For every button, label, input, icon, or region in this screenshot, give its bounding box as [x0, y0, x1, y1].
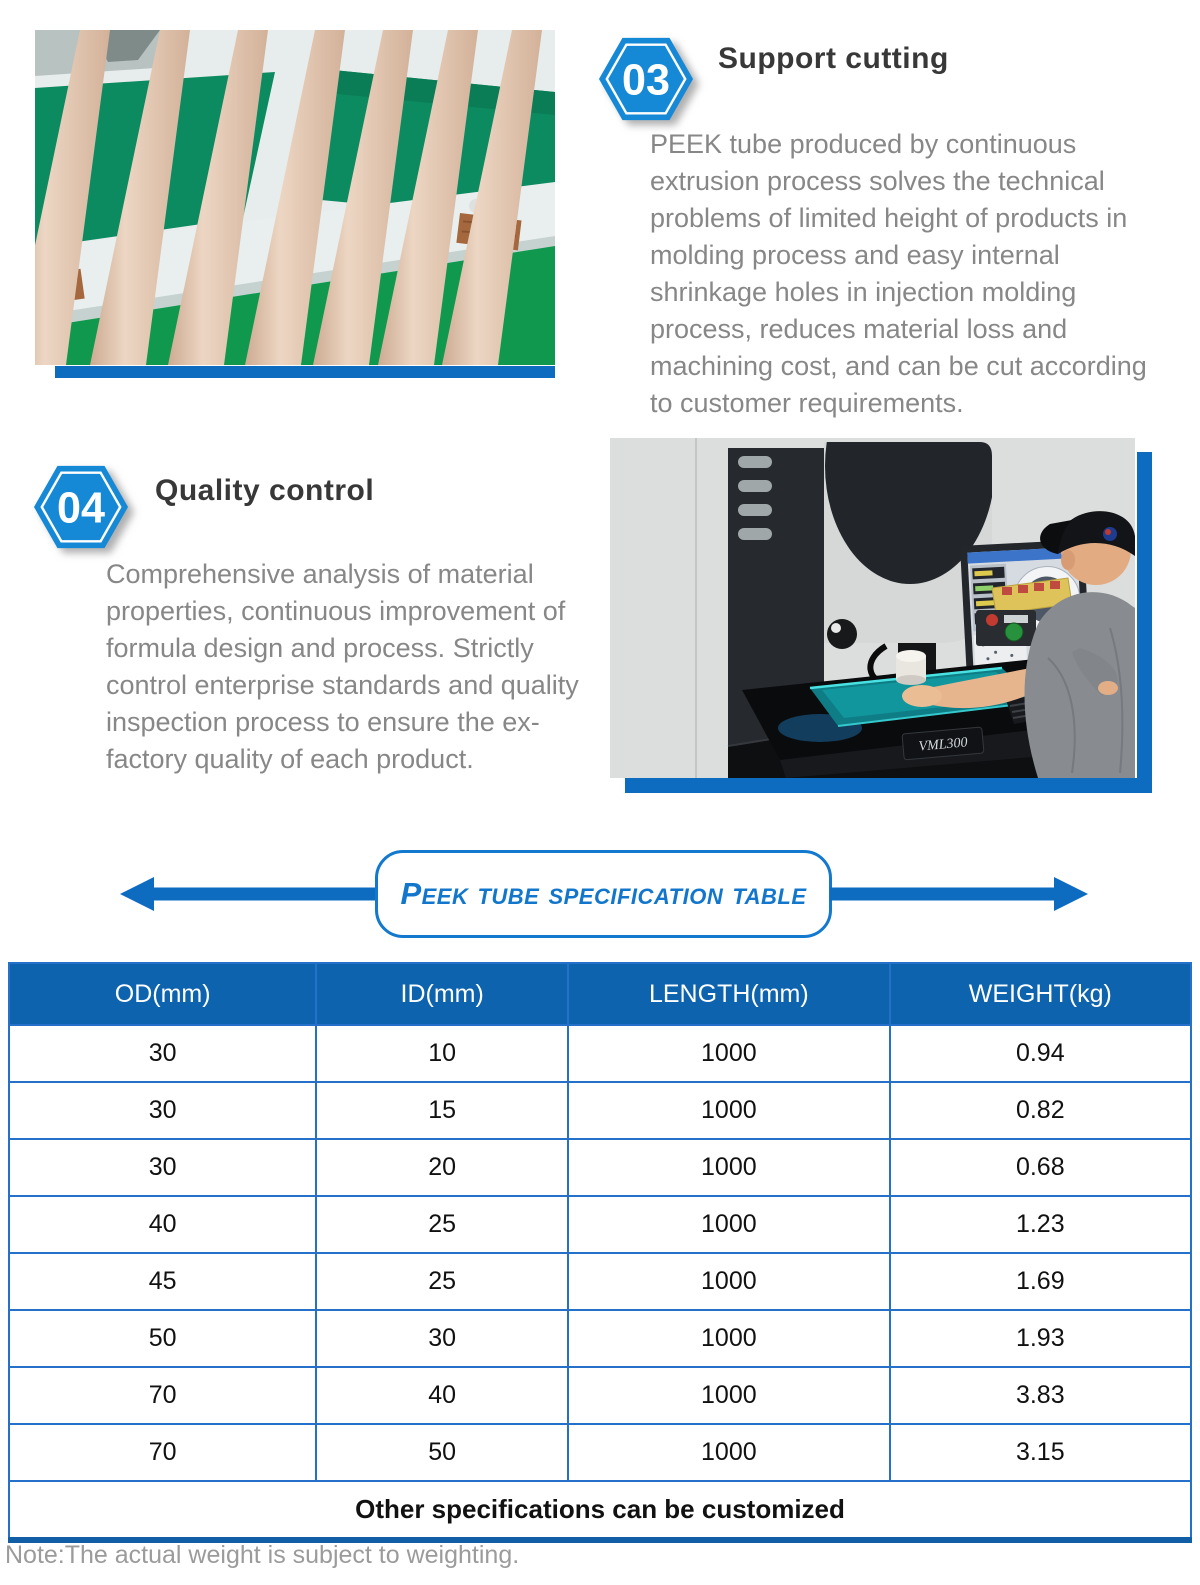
spec-row: [9, 1025, 1191, 1082]
spec-cell: 30: [9, 1082, 316, 1139]
spec-cell: 0.68: [890, 1139, 1191, 1196]
spec-cell: 1000: [568, 1139, 890, 1196]
spec-header-row: [9, 963, 1191, 1025]
spec-table: [8, 962, 1192, 1543]
spec-row: [9, 1424, 1191, 1481]
weight-note: Note:The actual weight is subject to weighting.: [5, 1541, 520, 1569]
spec-cell: 1.23: [890, 1196, 1191, 1253]
blue-accent-bar-qc-bottom: [625, 778, 1152, 793]
spec-cell: 1000: [568, 1424, 890, 1481]
spec-cell: 50: [316, 1424, 568, 1481]
spec-cell: 1000: [568, 1196, 890, 1253]
col-header-weight: WEIGHT(kg): [890, 963, 1191, 1025]
col-header-od: OD(mm): [9, 963, 316, 1025]
machine-label: VML300: [918, 735, 969, 755]
spec-cell: 0.82: [890, 1082, 1191, 1139]
step-number: 04: [57, 484, 105, 533]
quality-control-illustration: [610, 438, 1135, 778]
spec-cell: 30: [316, 1310, 568, 1367]
right-arrow-icon: [830, 874, 1090, 914]
spec-cell: 25: [316, 1196, 568, 1253]
quality-control-photo: [610, 438, 1135, 778]
col-header-length: LENGTH(mm): [568, 963, 890, 1025]
spec-table-banner-label: Peek tube specification table: [400, 876, 807, 911]
section-body-quality-control: Comprehensive analysis of material properties, continuous improvement of formula design and process. Strictly control enterprise standards and quality inspection process to ensure the ex-factory quality of each product.: [106, 559, 579, 774]
blue-accent-bar-tubes: [55, 366, 555, 378]
spec-cell: 70: [9, 1424, 316, 1481]
spec-cell: 1000: [568, 1253, 890, 1310]
spec-cell: 3.83: [890, 1367, 1191, 1424]
spec-cell: 1.93: [890, 1310, 1191, 1367]
spec-cell: 3.15: [890, 1424, 1191, 1481]
section-title-quality-control: Quality control: [155, 474, 375, 507]
spec-cell: 40: [9, 1196, 316, 1253]
spec-table-banner: [375, 850, 832, 938]
spec-footer-row: [9, 1481, 1191, 1540]
spec-cell: 15: [316, 1082, 568, 1139]
spec-cell: 25: [316, 1253, 568, 1310]
spec-cell: 30: [9, 1025, 316, 1082]
peek-tubes-illustration: [35, 30, 555, 365]
section-title-support-cutting: Support cutting: [718, 42, 949, 75]
spec-cell: 10: [316, 1025, 568, 1082]
spec-cell: 1000: [568, 1025, 890, 1082]
peek-tubes-photo: [35, 30, 555, 365]
step-badge-03: [597, 30, 695, 128]
step-badge-04: [32, 458, 130, 556]
step-number: 03: [622, 56, 670, 105]
spec-cell: 1.69: [890, 1253, 1191, 1310]
left-arrow-icon: [118, 874, 378, 914]
blue-accent-bar-qc-right: [1137, 452, 1152, 793]
spec-footer-cell: Other specifications can be customized: [9, 1481, 1191, 1540]
col-header-id: ID(mm): [316, 963, 568, 1025]
section-body-support-cutting: PEEK tube produced by continuous extrusion process solves the technical problems of limited height of products in molding process and easy internal shrinkage holes in injection molding process, reduces material loss and machining cost, and can be cut according to customer requirements.: [650, 129, 1147, 418]
spec-cell: 70: [9, 1367, 316, 1424]
spec-row: [9, 1196, 1191, 1253]
spec-cell: 50: [9, 1310, 316, 1367]
spec-cell: 40: [316, 1367, 568, 1424]
spec-cell: 30: [9, 1139, 316, 1196]
spec-row: [9, 1253, 1191, 1310]
spec-cell: 45: [9, 1253, 316, 1310]
spec-cell: 0.94: [890, 1025, 1191, 1082]
spec-cell: 1000: [568, 1082, 890, 1139]
spec-row: [9, 1082, 1191, 1139]
spec-cell: 1000: [568, 1310, 890, 1367]
spec-row: [9, 1310, 1191, 1367]
spec-cell: 1000: [568, 1367, 890, 1424]
spec-row: [9, 1139, 1191, 1196]
spec-row: [9, 1367, 1191, 1424]
spec-cell: 20: [316, 1139, 568, 1196]
